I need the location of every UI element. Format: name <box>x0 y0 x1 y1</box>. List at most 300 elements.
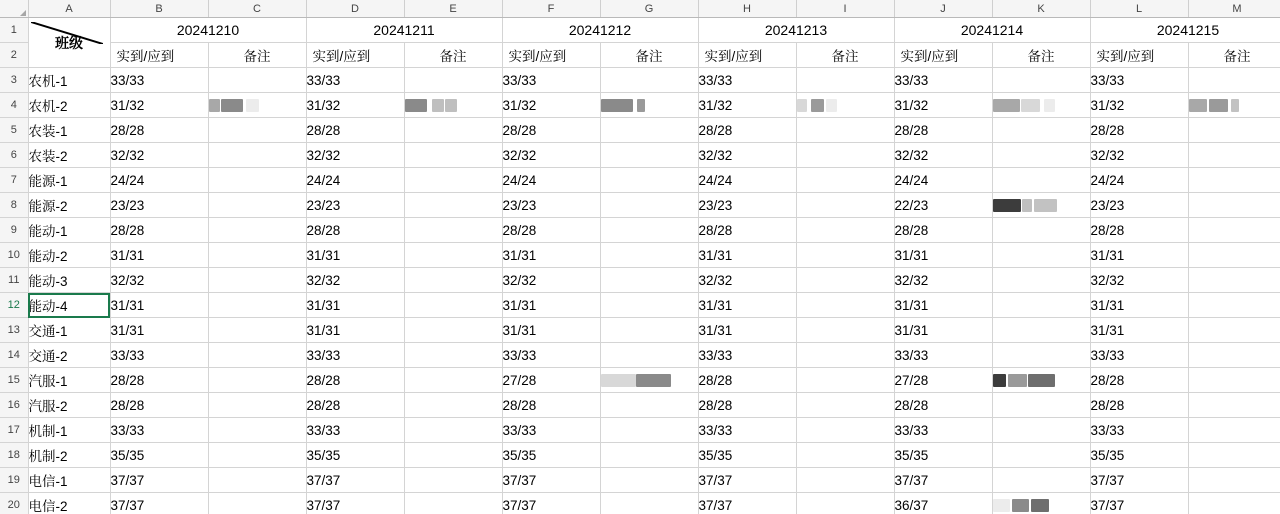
attendance-cell[interactable]: 27/28 <box>502 368 600 393</box>
remark-cell[interactable] <box>208 468 306 493</box>
column-header-i[interactable]: I <box>796 0 894 18</box>
column-header-b[interactable]: B <box>110 0 208 18</box>
attendance-cell[interactable]: 33/33 <box>698 343 796 368</box>
remark-cell[interactable] <box>600 218 698 243</box>
remark-cell[interactable] <box>1188 143 1280 168</box>
row-header-15[interactable]: 15 <box>0 368 28 393</box>
attendance-cell[interactable]: 31/31 <box>110 293 208 318</box>
attendance-cell[interactable]: 32/32 <box>110 143 208 168</box>
remark-cell[interactable] <box>992 393 1090 418</box>
attendance-cell[interactable]: 37/37 <box>110 468 208 493</box>
attendance-cell[interactable]: 33/33 <box>698 68 796 93</box>
attendance-cell[interactable]: 37/37 <box>1090 468 1188 493</box>
remark-cell[interactable] <box>404 343 502 368</box>
attendance-cell[interactable]: 31/31 <box>110 318 208 343</box>
attendance-cell[interactable]: 31/31 <box>306 318 404 343</box>
table-row <box>0 68 1280 93</box>
attendance-cell[interactable]: 32/32 <box>502 268 600 293</box>
remark-cell-redacted[interactable] <box>992 193 1090 218</box>
redaction-blob <box>993 374 1006 387</box>
attendance-cell[interactable]: 35/35 <box>698 443 796 468</box>
attendance-cell[interactable]: 23/23 <box>698 193 796 218</box>
remark-cell[interactable] <box>208 243 306 268</box>
remark-cell-redacted[interactable] <box>992 93 1090 118</box>
class-name-cell[interactable]: 能源-2 <box>28 193 110 218</box>
attendance-cell[interactable]: 31/31 <box>502 293 600 318</box>
remark-cell[interactable] <box>1188 318 1280 343</box>
attendance-cell[interactable]: 33/33 <box>110 343 208 368</box>
remark-cell[interactable] <box>1188 68 1280 93</box>
attendance-cell[interactable]: 31/32 <box>894 93 992 118</box>
column-header-g[interactable]: G <box>600 0 698 18</box>
remark-cell-redacted[interactable] <box>208 93 306 118</box>
remark-cell[interactable] <box>796 368 894 393</box>
attendance-cell[interactable]: 33/33 <box>698 418 796 443</box>
remark-cell[interactable] <box>992 418 1090 443</box>
remark-cell[interactable] <box>992 268 1090 293</box>
attendance-cell[interactable]: 28/28 <box>502 218 600 243</box>
class-name-cell[interactable]: 电信-2 <box>28 493 110 514</box>
remark-cell[interactable] <box>796 443 894 468</box>
attendance-cell[interactable]: 35/35 <box>502 443 600 468</box>
remark-cell[interactable] <box>208 118 306 143</box>
remark-cell-redacted[interactable] <box>1188 93 1280 118</box>
table-row <box>0 193 1280 218</box>
remark-cell[interactable] <box>796 393 894 418</box>
class-name-cell[interactable]: 汽服-2 <box>28 393 110 418</box>
column-header-e[interactable]: E <box>404 0 502 18</box>
attendance-cell[interactable]: 31/31 <box>306 293 404 318</box>
attendance-cell[interactable]: 28/28 <box>306 218 404 243</box>
attendance-cell[interactable]: 37/37 <box>502 468 600 493</box>
date-header-20241214: 20241214 <box>894 18 1090 43</box>
date-header-20241211: 20241211 <box>306 18 502 43</box>
remark-cell[interactable] <box>796 118 894 143</box>
remark-cell[interactable] <box>1188 118 1280 143</box>
attendance-cell[interactable]: 33/33 <box>306 68 404 93</box>
row-header-10[interactable]: 10 <box>0 243 28 268</box>
remark-cell[interactable] <box>600 468 698 493</box>
attendance-cell[interactable]: 32/32 <box>306 268 404 293</box>
attendance-cell[interactable]: 37/37 <box>110 493 208 514</box>
remark-cell[interactable] <box>796 143 894 168</box>
attendance-cell[interactable]: 24/24 <box>698 168 796 193</box>
remark-cell[interactable] <box>796 68 894 93</box>
class-name-cell[interactable]: 交通-1 <box>28 318 110 343</box>
table-row <box>0 218 1280 243</box>
attendance-cell[interactable]: 33/33 <box>894 418 992 443</box>
attendance-cell[interactable]: 31/31 <box>502 318 600 343</box>
attendance-cell[interactable]: 32/32 <box>1090 268 1188 293</box>
attendance-cell[interactable]: 28/28 <box>110 393 208 418</box>
attendance-cell[interactable]: 23/23 <box>1090 193 1188 218</box>
table-row <box>0 268 1280 293</box>
remark-cell[interactable] <box>796 168 894 193</box>
remark-cell[interactable] <box>1188 243 1280 268</box>
redaction-blob <box>1012 499 1029 512</box>
attendance-cell[interactable]: 31/32 <box>1090 93 1188 118</box>
attendance-cell[interactable]: 31/31 <box>894 293 992 318</box>
remark-cell[interactable] <box>992 218 1090 243</box>
class-name-cell[interactable]: 能动-4 <box>28 293 110 318</box>
remark-cell[interactable] <box>404 143 502 168</box>
attendance-cell[interactable]: 32/32 <box>1090 143 1188 168</box>
column-header-h[interactable]: H <box>698 0 796 18</box>
attendance-cell[interactable]: 33/33 <box>894 343 992 368</box>
redaction-blob <box>601 374 636 387</box>
attendance-cell[interactable]: 28/28 <box>698 393 796 418</box>
remark-cell[interactable] <box>796 243 894 268</box>
remark-cell[interactable] <box>208 218 306 243</box>
remark-cell-redacted[interactable] <box>992 493 1090 514</box>
class-name-cell[interactable]: 能动-1 <box>28 218 110 243</box>
class-name-cell[interactable]: 汽服-1 <box>28 368 110 393</box>
remark-cell[interactable] <box>208 143 306 168</box>
redaction-blob <box>1028 374 1055 387</box>
remark-cell[interactable] <box>208 268 306 293</box>
remark-cell[interactable] <box>1188 443 1280 468</box>
sheet-row-1 <box>0 18 1280 43</box>
attendance-cell[interactable]: 35/35 <box>1090 443 1188 468</box>
attendance-cell[interactable]: 33/33 <box>502 68 600 93</box>
attendance-cell[interactable]: 31/31 <box>110 243 208 268</box>
attendance-cell[interactable]: 35/35 <box>894 443 992 468</box>
class-name-cell[interactable]: 农机-1 <box>28 68 110 93</box>
row-header-12[interactable]: 12 <box>0 293 28 318</box>
attendance-cell[interactable]: 33/33 <box>306 343 404 368</box>
class-name-cell[interactable]: 机制-1 <box>28 418 110 443</box>
attendance-cell[interactable]: 35/35 <box>110 443 208 468</box>
redaction-blob <box>636 374 671 387</box>
redaction-blob <box>993 199 1021 212</box>
remark-cell[interactable] <box>208 343 306 368</box>
remark-cell-redacted[interactable] <box>600 93 698 118</box>
remark-cell[interactable] <box>1188 193 1280 218</box>
attendance-cell[interactable]: 24/24 <box>502 168 600 193</box>
attendance-cell[interactable]: 32/32 <box>306 143 404 168</box>
attendance-cell[interactable]: 28/28 <box>698 368 796 393</box>
remark-cell[interactable] <box>992 118 1090 143</box>
attendance-cell[interactable]: 35/35 <box>306 443 404 468</box>
attendance-cell[interactable]: 32/32 <box>698 268 796 293</box>
column-header-j[interactable]: J <box>894 0 992 18</box>
remark-cell[interactable] <box>404 168 502 193</box>
row-header-14[interactable]: 14 <box>0 343 28 368</box>
redaction-blob <box>797 99 807 112</box>
row-header-16[interactable]: 16 <box>0 393 28 418</box>
class-name-cell[interactable]: 农装-1 <box>28 118 110 143</box>
remark-cell[interactable] <box>404 443 502 468</box>
attendance-cell[interactable]: 28/28 <box>110 218 208 243</box>
attendance-cell[interactable]: 31/31 <box>698 318 796 343</box>
attendance-cell[interactable]: 28/28 <box>894 393 992 418</box>
attendance-cell[interactable]: 33/33 <box>110 418 208 443</box>
subheader-remark-1: 备注 <box>404 43 502 68</box>
row-header-6[interactable]: 6 <box>0 143 28 168</box>
remark-cell[interactable] <box>404 268 502 293</box>
attendance-cell[interactable]: 31/31 <box>1090 243 1188 268</box>
row-header-13[interactable]: 13 <box>0 318 28 343</box>
remark-cell[interactable] <box>404 468 502 493</box>
row-header-3[interactable]: 3 <box>0 68 28 93</box>
remark-cell[interactable] <box>404 68 502 93</box>
attendance-cell[interactable]: 31/31 <box>698 243 796 268</box>
remark-cell[interactable] <box>992 443 1090 468</box>
redaction-blob <box>405 99 427 112</box>
remark-cell[interactable] <box>992 243 1090 268</box>
row-header-5[interactable]: 5 <box>0 118 28 143</box>
column-header-f[interactable]: F <box>502 0 600 18</box>
class-header-label: 班级 <box>55 34 83 51</box>
attendance-cell[interactable]: 31/32 <box>698 93 796 118</box>
remark-cell[interactable] <box>796 418 894 443</box>
subheader-actual-4: 实到/应到 <box>894 43 992 68</box>
attendance-cell[interactable]: 32/32 <box>894 268 992 293</box>
remark-cell[interactable] <box>600 243 698 268</box>
attendance-cell[interactable]: 28/28 <box>1090 368 1188 393</box>
attendance-cell[interactable]: 37/37 <box>894 468 992 493</box>
attendance-cell[interactable]: 32/32 <box>698 143 796 168</box>
row-header-17[interactable]: 17 <box>0 418 28 443</box>
redaction-blob <box>1022 199 1032 212</box>
attendance-cell[interactable]: 37/37 <box>306 493 404 514</box>
remark-cell[interactable] <box>796 468 894 493</box>
class-name-cell[interactable]: 交通-2 <box>28 343 110 368</box>
attendance-cell[interactable]: 24/24 <box>1090 168 1188 193</box>
attendance-cell[interactable]: 37/37 <box>698 468 796 493</box>
attendance-cell[interactable]: 31/31 <box>894 318 992 343</box>
remark-cell[interactable] <box>600 293 698 318</box>
remark-cell[interactable] <box>404 243 502 268</box>
remark-cell-redacted[interactable] <box>404 93 502 118</box>
column-header-d[interactable]: D <box>306 0 404 18</box>
remark-cell-redacted[interactable] <box>992 368 1090 393</box>
row-header-8[interactable]: 8 <box>0 193 28 218</box>
subheader-remark-4: 备注 <box>992 43 1090 68</box>
remark-cell[interactable] <box>600 318 698 343</box>
remark-cell[interactable] <box>404 193 502 218</box>
attendance-cell[interactable]: 33/33 <box>1090 343 1188 368</box>
attendance-cell[interactable]: 37/37 <box>1090 493 1188 514</box>
attendance-cell[interactable]: 24/24 <box>306 168 404 193</box>
class-name-cell[interactable]: 机制-2 <box>28 443 110 468</box>
column-header-l[interactable]: L <box>1090 0 1188 18</box>
table-row <box>0 418 1280 443</box>
column-header-row <box>0 0 1280 18</box>
attendance-cell[interactable]: 31/32 <box>110 93 208 118</box>
remark-cell[interactable] <box>1188 468 1280 493</box>
redaction-blob <box>209 99 220 112</box>
remark-cell[interactable] <box>992 143 1090 168</box>
remark-cell[interactable] <box>992 68 1090 93</box>
attendance-cell[interactable]: 28/28 <box>306 393 404 418</box>
attendance-cell[interactable]: 28/28 <box>306 118 404 143</box>
remark-cell[interactable] <box>796 293 894 318</box>
remark-cell[interactable] <box>992 168 1090 193</box>
attendance-cell[interactable]: 28/28 <box>1090 218 1188 243</box>
remark-cell[interactable] <box>992 343 1090 368</box>
attendance-cell[interactable]: 24/24 <box>110 168 208 193</box>
remark-cell[interactable] <box>600 443 698 468</box>
remark-cell[interactable] <box>208 493 306 514</box>
attendance-cell[interactable]: 31/31 <box>698 293 796 318</box>
row-header-1[interactable]: 1 <box>0 18 28 43</box>
remark-cell[interactable] <box>796 318 894 343</box>
remark-cell[interactable] <box>1188 293 1280 318</box>
row-header-7[interactable]: 7 <box>0 168 28 193</box>
attendance-cell[interactable]: 31/32 <box>306 93 404 118</box>
remark-cell[interactable] <box>1188 268 1280 293</box>
remark-cell[interactable] <box>1188 418 1280 443</box>
remark-cell[interactable] <box>208 193 306 218</box>
attendance-cell[interactable]: 27/28 <box>894 368 992 393</box>
remark-cell[interactable] <box>208 393 306 418</box>
remark-cell[interactable] <box>208 418 306 443</box>
attendance-cell[interactable]: 33/33 <box>502 343 600 368</box>
redaction-blob <box>1008 374 1027 387</box>
remark-cell[interactable] <box>600 118 698 143</box>
attendance-cell[interactable]: 28/28 <box>894 218 992 243</box>
remark-cell[interactable] <box>404 218 502 243</box>
remark-cell[interactable] <box>600 268 698 293</box>
attendance-cell[interactable]: 31/31 <box>306 243 404 268</box>
remark-cell[interactable] <box>600 493 698 514</box>
attendance-cell[interactable]: 28/28 <box>110 368 208 393</box>
remark-cell[interactable] <box>600 193 698 218</box>
remark-cell[interactable] <box>208 168 306 193</box>
remark-cell[interactable] <box>796 218 894 243</box>
remark-cell[interactable] <box>1188 218 1280 243</box>
attendance-cell[interactable]: 28/28 <box>894 118 992 143</box>
remark-cell[interactable] <box>992 468 1090 493</box>
remark-cell[interactable] <box>208 293 306 318</box>
remark-cell[interactable] <box>992 293 1090 318</box>
select-all-corner[interactable] <box>0 0 28 18</box>
remark-cell-redacted[interactable] <box>600 368 698 393</box>
attendance-cell[interactable]: 33/33 <box>894 68 992 93</box>
class-name-cell[interactable]: 农机-2 <box>28 93 110 118</box>
table-row <box>0 443 1280 468</box>
column-header-k[interactable]: K <box>992 0 1090 18</box>
attendance-cell[interactable]: 28/28 <box>1090 118 1188 143</box>
attendance-cell[interactable]: 31/31 <box>1090 293 1188 318</box>
date-header-20241215: 20241215 <box>1090 18 1280 43</box>
attendance-cell[interactable]: 37/37 <box>502 493 600 514</box>
row-header-19[interactable]: 19 <box>0 468 28 493</box>
remark-cell-redacted[interactable] <box>796 93 894 118</box>
attendance-cell[interactable]: 36/37 <box>894 493 992 514</box>
row-header-11[interactable]: 11 <box>0 268 28 293</box>
remark-cell[interactable] <box>1188 493 1280 514</box>
attendance-cell[interactable]: 28/28 <box>502 118 600 143</box>
attendance-cell[interactable]: 32/32 <box>502 143 600 168</box>
remark-cell[interactable] <box>796 268 894 293</box>
remark-cell[interactable] <box>992 318 1090 343</box>
class-name-cell[interactable]: 能动-3 <box>28 268 110 293</box>
attendance-cell[interactable]: 33/33 <box>1090 68 1188 93</box>
class-header-cell[interactable] <box>28 18 110 68</box>
row-header-4[interactable]: 4 <box>0 93 28 118</box>
remark-cell[interactable] <box>404 293 502 318</box>
redaction-blob <box>637 99 645 112</box>
attendance-cell[interactable]: 23/23 <box>110 193 208 218</box>
class-name-cell[interactable]: 能动-2 <box>28 243 110 268</box>
remark-cell[interactable] <box>404 318 502 343</box>
remark-cell[interactable] <box>404 493 502 514</box>
remark-cell[interactable] <box>600 418 698 443</box>
remark-cell[interactable] <box>1188 368 1280 393</box>
attendance-cell[interactable]: 22/23 <box>894 193 992 218</box>
attendance-cell[interactable]: 31/31 <box>894 243 992 268</box>
attendance-cell[interactable]: 33/33 <box>1090 418 1188 443</box>
attendance-cell[interactable]: 37/37 <box>698 493 796 514</box>
remark-cell[interactable] <box>208 68 306 93</box>
redaction-blob <box>1044 99 1055 112</box>
remark-cell[interactable] <box>208 443 306 468</box>
class-name-cell[interactable]: 农装-2 <box>28 143 110 168</box>
row-header-9[interactable]: 9 <box>0 218 28 243</box>
column-header-m[interactable]: M <box>1188 0 1280 18</box>
attendance-cell[interactable]: 24/24 <box>894 168 992 193</box>
class-name-cell[interactable]: 电信-1 <box>28 468 110 493</box>
remark-cell[interactable] <box>404 418 502 443</box>
attendance-cell[interactable]: 31/32 <box>502 93 600 118</box>
remark-cell[interactable] <box>1188 343 1280 368</box>
attendance-cell[interactable]: 37/37 <box>306 468 404 493</box>
remark-cell[interactable] <box>600 343 698 368</box>
remark-cell[interactable] <box>404 118 502 143</box>
attendance-cell[interactable]: 28/28 <box>110 118 208 143</box>
attendance-cell[interactable]: 28/28 <box>306 368 404 393</box>
attendance-cell[interactable]: 32/32 <box>110 268 208 293</box>
attendance-cell[interactable]: 33/33 <box>502 418 600 443</box>
redaction-blob <box>445 99 457 112</box>
attendance-cell[interactable]: 28/28 <box>698 118 796 143</box>
attendance-cell[interactable]: 31/31 <box>502 243 600 268</box>
remark-cell[interactable] <box>600 168 698 193</box>
column-header-a[interactable]: A <box>28 0 110 18</box>
remark-cell[interactable] <box>404 393 502 418</box>
attendance-cell[interactable]: 31/31 <box>1090 318 1188 343</box>
remark-cell[interactable] <box>796 493 894 514</box>
attendance-cell[interactable]: 28/28 <box>1090 393 1188 418</box>
attendance-cell[interactable]: 23/23 <box>306 193 404 218</box>
remark-cell[interactable] <box>404 368 502 393</box>
attendance-cell[interactable]: 28/28 <box>698 218 796 243</box>
remark-cell[interactable] <box>208 368 306 393</box>
redaction-blob <box>1189 99 1207 112</box>
remark-cell[interactable] <box>600 393 698 418</box>
row-header-20[interactable]: 20 <box>0 493 28 514</box>
attendance-cell[interactable]: 28/28 <box>502 393 600 418</box>
remark-cell[interactable] <box>208 318 306 343</box>
class-name-cell[interactable]: 能源-1 <box>28 168 110 193</box>
attendance-cell[interactable]: 32/32 <box>894 143 992 168</box>
row-header-18[interactable]: 18 <box>0 443 28 468</box>
attendance-cell[interactable]: 33/33 <box>110 68 208 93</box>
remark-cell[interactable] <box>1188 393 1280 418</box>
column-header-c[interactable]: C <box>208 0 306 18</box>
attendance-cell[interactable]: 23/23 <box>502 193 600 218</box>
remark-cell[interactable] <box>1188 168 1280 193</box>
remark-cell[interactable] <box>600 68 698 93</box>
remark-cell[interactable] <box>600 143 698 168</box>
attendance-cell[interactable]: 33/33 <box>306 418 404 443</box>
redaction-blob <box>1021 99 1040 112</box>
row-header-2[interactable]: 2 <box>0 43 28 68</box>
remark-cell[interactable] <box>796 193 894 218</box>
remark-cell[interactable] <box>796 343 894 368</box>
